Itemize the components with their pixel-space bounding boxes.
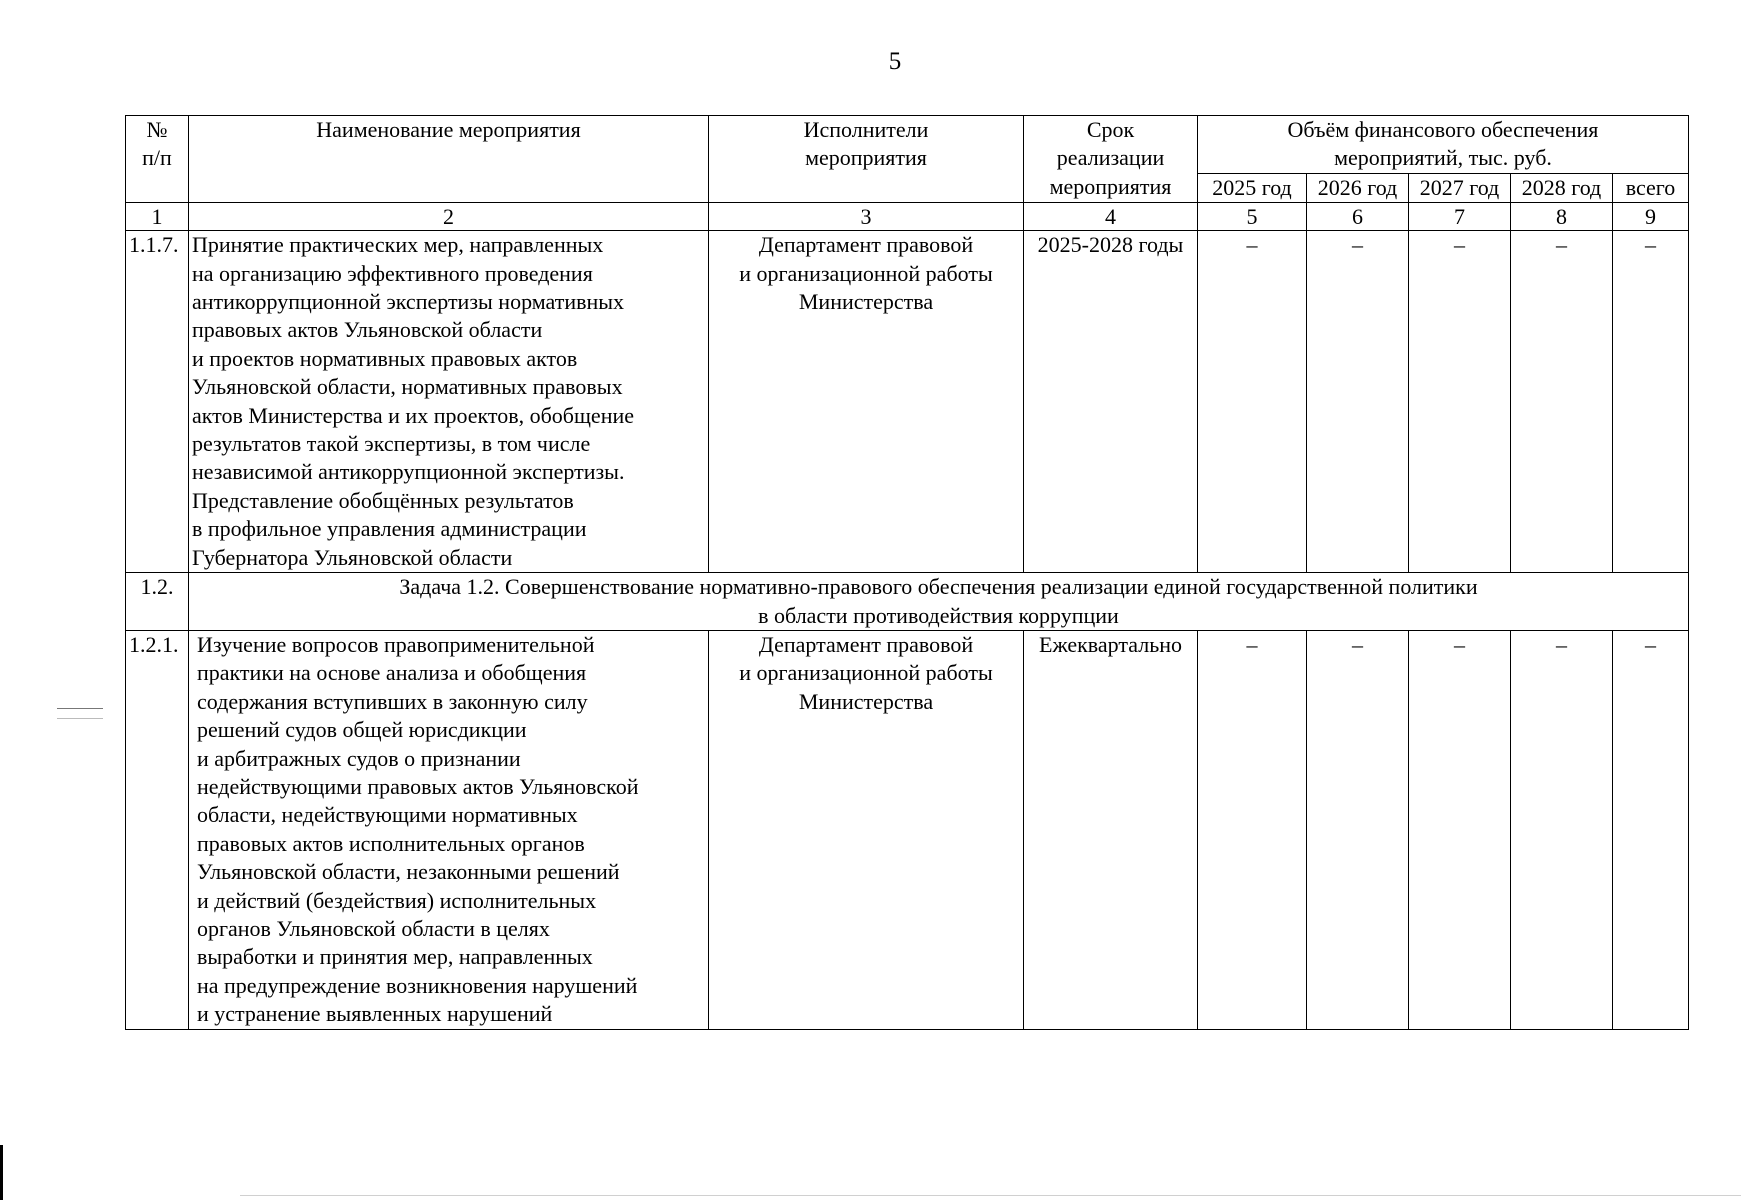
header-executors: Исполнители мероприятия [709, 116, 1024, 203]
row-number: 1.2.1. [126, 630, 189, 1029]
task-number: 1.2. [126, 573, 189, 631]
table-row [126, 231, 1689, 573]
value-2027: – [1409, 630, 1511, 1029]
value-2025: – [1198, 630, 1307, 1029]
column-number: 4 [1024, 203, 1198, 231]
activity-name: Изучение вопросов правоприменительной практики на основе анализа и обобщения содержания вступивших в законную силу решений судов общей юрисдикции и арбитражных судов о признании недействующими правовых актов Ульяновской области, недействующими нормативных правовых актов исполнительных органов Ульяновской области, незаконными решений и действий (бездействия) исполнительных органов Ульяновской области в целях выработки и принятия мер, направленных на предупреждение возникновения нарушений и устранение выявленных нарушений [189, 630, 709, 1029]
header-year-2025: 2025 год [1198, 173, 1307, 202]
task-row [126, 573, 1689, 631]
value-2027: – [1409, 231, 1511, 573]
value-total: – [1613, 630, 1689, 1029]
column-number: 3 [709, 203, 1024, 231]
activity-executors: Департамент правовой и организационной работы Министерства [709, 630, 1024, 1029]
column-number: 2 [189, 203, 709, 231]
scan-artifact [240, 1195, 1741, 1196]
column-number: 7 [1409, 203, 1511, 231]
value-2025: – [1198, 231, 1307, 573]
value-2026: – [1307, 630, 1409, 1029]
value-2028: – [1511, 231, 1613, 573]
header-row [126, 116, 1689, 174]
value-2028: – [1511, 630, 1613, 1029]
activity-executors: Департамент правовой и организационной работы Министерства [709, 231, 1024, 573]
header-term: Срок реализации мероприятия [1024, 116, 1198, 203]
header-num: № п/п [126, 116, 189, 203]
scan-artifact [57, 708, 103, 709]
header-year-2026: 2026 год [1307, 173, 1409, 202]
value-total: – [1613, 231, 1689, 573]
column-number: 6 [1307, 203, 1409, 231]
activity-name: Принятие практических мер, направленных на организацию эффективного проведения антикоррупционной экспертизы нормативных правовых актов Ульяновской области и проектов нормативных правовых актов Ульяновской области, нормативных правовых актов Министерства и их проектов, обобщение результатов такой экспертизы, в том числе независимой антикоррупционной экспертизы. Представление обобщённых результатов в профильное управления администрации Губернатора Ульяновской области [189, 231, 709, 573]
page-number: 5 [888, 48, 902, 75]
scan-artifact [0, 1145, 3, 1200]
column-number: 8 [1511, 203, 1613, 231]
column-number: 1 [126, 203, 189, 231]
header-total: всего [1613, 173, 1689, 202]
task-title: Задача 1.2. Совершенствование нормативно-правового обеспечения реализации единой государственной политики в области противодействия коррупции [189, 573, 1689, 631]
column-numbers-row [126, 203, 1689, 231]
header-year-2027: 2027 год [1409, 173, 1511, 202]
activity-term: Ежеквартально [1024, 630, 1198, 1029]
column-number: 5 [1198, 203, 1307, 231]
scan-artifact [57, 718, 103, 719]
activity-term: 2025-2028 годы [1024, 231, 1198, 573]
activities-table [125, 115, 1689, 1030]
column-number: 9 [1613, 203, 1689, 231]
header-year-2028: 2028 год [1511, 173, 1613, 202]
header-finance: Объём финансового обеспечения мероприятий, тыс. руб. [1198, 116, 1689, 174]
table-row [126, 630, 1689, 1029]
row-number: 1.1.7. [126, 231, 189, 573]
value-2026: – [1307, 231, 1409, 573]
header-name: Наименование мероприятия [189, 116, 709, 203]
